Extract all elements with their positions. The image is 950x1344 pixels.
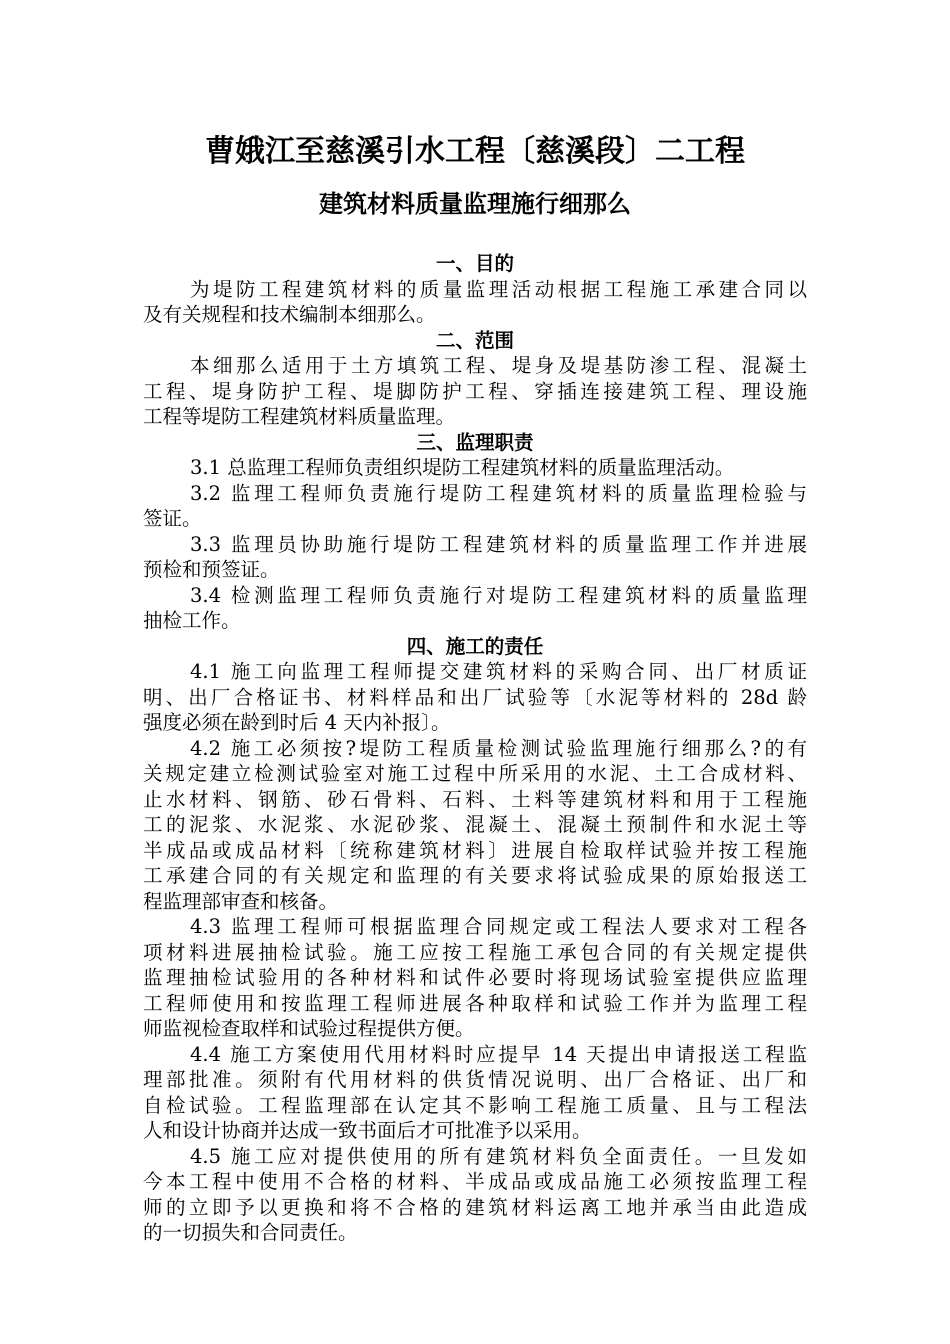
paragraph: [143, 736, 807, 915]
paragraph: [143, 532, 807, 583]
text-line: 自检试验。工程监理部在认定其不影响工程施工质量、且与工程法: [143, 1093, 807, 1117]
paragraph: [143, 1144, 807, 1246]
text-line: 4.5 施工应对提供使用的所有建筑材料负全面责任。一旦发如: [190, 1144, 807, 1168]
text-line: 签证。: [143, 507, 202, 530]
text-line: 4.1 施工向监理工程师提交建筑材料的采购合同、出厂材质证: [190, 660, 807, 683]
text-line: 工程、堤身防护工程、堤脚防护工程、穿插连接建筑工程、理设施: [143, 379, 807, 403]
text-line: 工程等堤防工程建筑材料质量监理。: [143, 405, 456, 428]
text-line: 3.1 总监理工程师负责组织堤防工程建筑材料的质量监理活动。: [190, 456, 735, 479]
text-line: 3.3 监理员协助施行堤防工程建筑材料的质量监理工作并进展: [190, 532, 807, 556]
paragraph: [143, 914, 807, 1042]
text-line: 为堤防工程建筑材料的质量监理活动根据工程施工承建合同以: [190, 277, 807, 301]
text-line: 抽检工作。: [143, 609, 241, 632]
paragraph: [143, 659, 807, 736]
paragraph: [143, 455, 807, 481]
text-line: 理部批准。须附有代用材料的供货情况说明、出厂合格证、出厂和: [143, 1068, 807, 1091]
document-title: 曹娥江至慈溪引水工程〔慈溪段〕二工程: [205, 134, 745, 169]
text-line: 工的泥浆、水泥浆、水泥砂浆、混凝土、混凝土预制件和水泥土等: [143, 813, 807, 836]
paragraph: [143, 481, 807, 532]
text-line: 工程师使用和按监理工程师进展各种取样和试验工作并为监理工程: [143, 991, 807, 1015]
text-line: 半成品或成品材料〔统称建筑材料〕进展自检取样试验并按工程施: [143, 838, 807, 862]
text-line: 监理抽检试验用的各种材料和试件必要时将现场试验室提供应监理: [143, 966, 807, 989]
text-line: 明、出厂合格证书、材料样品和出厂试验等〔水泥等材料的 28d 龄: [143, 685, 807, 709]
section-heading: 一、目的: [435, 252, 514, 275]
text-line: 项材料进展抽检试验。施工应按工程施工承包合同的有关规定提供: [143, 940, 807, 964]
text-line: 人和设计协商并达成一致书面后才可批准予以采用。: [143, 1119, 592, 1142]
document-page: [143, 0, 807, 1246]
text-line: 预检和预签证。: [143, 558, 280, 581]
section-heading: 二、范围: [435, 328, 514, 352]
paragraph: [143, 1042, 807, 1144]
text-line: 师监视检查取样和试验过程提供方便。: [143, 1017, 475, 1040]
text-line: 3.2 监理工程师负责施行堤防工程建筑材料的质量监理检验与: [190, 481, 807, 505]
document-body: [143, 251, 807, 1246]
text-line: 工承建合同的有关规定和监理的有关要求将试验成果的原始报送工: [143, 864, 807, 887]
text-line: 3.4 检测监理工程师负责施行对堤防工程建筑材料的质量监理: [190, 583, 807, 607]
text-line: 程监理部审查和核备。: [143, 889, 339, 913]
text-line: 的一切损失和合同责任。: [143, 1221, 358, 1244]
text-line: 止水材料、钢筋、砂石骨料、石料、土料等建筑材料和用于工程施: [143, 787, 807, 811]
section-heading: 三、监理职责: [416, 430, 534, 454]
text-line: 本细那么适用于土方填筑工程、堤身及堤基防渗工程、混凝土: [190, 354, 807, 377]
text-line: 关规定建立检测试验室对施工过程中所采用的水泥、土工合成材料、: [143, 762, 807, 785]
paragraph: [143, 583, 807, 634]
paragraph: [143, 277, 807, 328]
document-subtitle: 建筑材料质量监理施行细那么: [319, 190, 631, 218]
text-line: 强度必须在龄到时后 4 天内补报〕。: [143, 711, 451, 734]
paragraph: [143, 353, 807, 430]
text-line: 今本工程中使用不合格的材料、半成品或成品施工必须按监理工程: [143, 1170, 807, 1193]
text-line: 师的立即予以更换和将不合格的建筑材料运离工地并承当由此造成: [143, 1195, 807, 1219]
section-heading: 四、施工的责任: [406, 634, 544, 658]
text-line: 4.3 监理工程师可根据监理合同规定或工程法人要求对工程各: [190, 915, 807, 938]
text-line: 及有关规程和技术编制本细那么。: [143, 303, 436, 326]
text-line: 4.4 施工方案使用代用材料时应提早 14 天提出申请报送工程监: [190, 1042, 807, 1066]
text-line: 4.2 施工必须按?堤防工程质量检测试验监理施行细那么?的有: [190, 736, 807, 760]
